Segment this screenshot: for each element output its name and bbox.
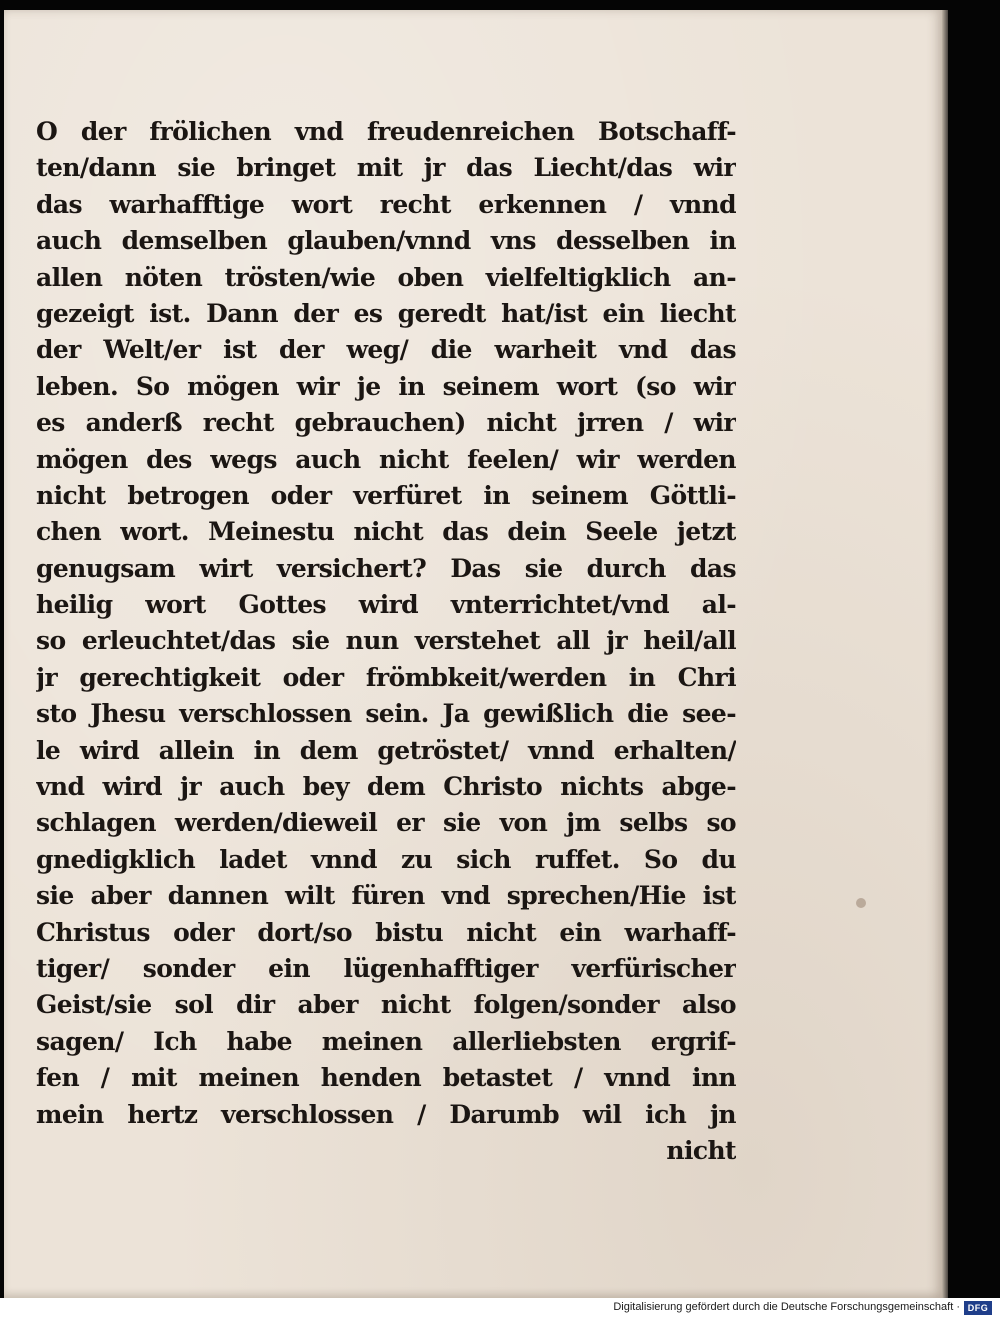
page-edge <box>942 10 948 1298</box>
body-text <box>36 114 736 1169</box>
text-line: es anderß recht gebrauchen) nicht jrren / wir <box>36 408 736 438</box>
ink-spot <box>856 898 866 908</box>
text-line: chen wort. Meinestu nicht das dein Seele jetzt <box>36 517 736 547</box>
text-line: allen nöten trösten/wie oben vielfeltigklich an- <box>36 262 736 292</box>
text-line: mein hertz verschlossen / Darumb wil ich jn <box>36 1099 736 1129</box>
text-line: Christus oder dort/so bistu nicht ein warhaff- <box>36 917 736 947</box>
text-line: das warhafftige wort recht erkennen / vnnd <box>36 189 736 219</box>
text-line: O der frölichen vnd freudenreichen Botschaff- <box>36 117 736 146</box>
text-line: ten/dann sie bringet mit jr das Liecht/das wir <box>36 153 736 183</box>
text-line: vnd wird jr auch bey dem Christo nichts abge- <box>36 772 736 802</box>
text-line: schlagen werden/dieweil er sie von jm selbs so <box>36 808 736 838</box>
text-line: mögen des wegs auch nicht feelen/ wir werden <box>36 444 736 474</box>
text-line: so erleuchtet/das sie nun verstehet all jr heil/all <box>36 626 736 656</box>
footer-bar <box>0 1298 1000 1319</box>
text-line: genugsam wirt versichert? Das sie durch das <box>36 553 736 583</box>
text-line: sto Jhesu verschlossen sein. Ja gewißlich die see- <box>36 699 736 729</box>
text-line: heilig wort Gottes wird vnterrichtet/vnd al- <box>36 590 736 620</box>
text-line: nicht betrogen oder verfüret in seinem Göttli- <box>36 480 736 510</box>
text-line: fen / mit meinen henden betastet / vnnd inn <box>36 1063 736 1093</box>
text-line: le wird allein in dem getröstet/ vnnd erhalten/ <box>36 735 736 765</box>
text-line: jr gerechtigkeit oder frömbkeit/werden in Chri <box>36 662 736 692</box>
text-line: sie aber dannen wilt füren vnd sprechen/Hie ist <box>36 881 736 911</box>
text-line: sagen/ Ich habe meinen allerliebsten ergrif- <box>36 1026 736 1056</box>
text-line: tiger/ sonder ein lügenhafftiger verfürischer <box>36 953 736 983</box>
text-line: Geist/sie sol dir aber nicht folgen/sonder also <box>36 990 736 1020</box>
text-line: nicht <box>666 1135 736 1165</box>
dfg-logo-icon: DFG <box>964 1301 992 1315</box>
digitization-credit: Digitalisierung gefördert durch die Deutsche Forschungsgemeinschaft · <box>613 1301 960 1313</box>
text-line: auch demselben glauben/vnnd vns desselben in <box>36 226 736 256</box>
text-line: gnedigklich ladet vnnd zu sich ruffet. So du <box>36 844 736 874</box>
text-line: leben. So mögen wir je in seinem wort (so wir <box>36 371 736 401</box>
text-line: der Welt/er ist der weg/ die warheit vnd das <box>36 335 736 365</box>
text-line: gezeigt ist. Dann der es geredt hat/ist ein liecht <box>36 298 736 328</box>
book-page <box>4 10 942 1298</box>
